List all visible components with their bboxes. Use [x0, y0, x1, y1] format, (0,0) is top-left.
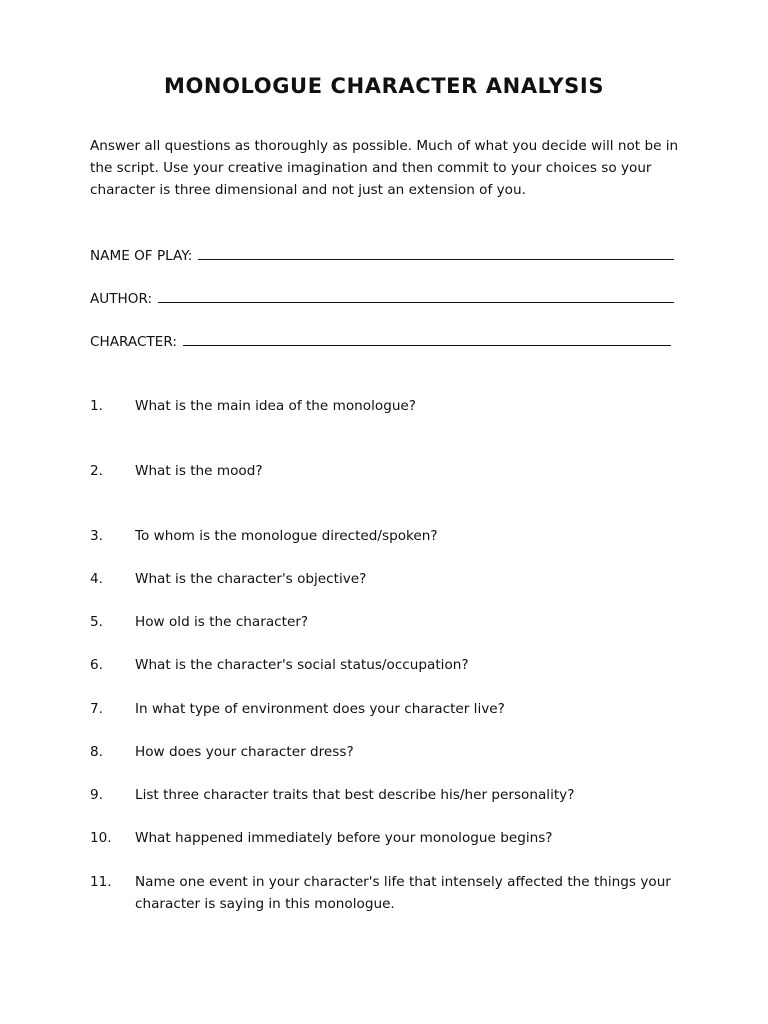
question-text: What is the main idea of the monologue?	[135, 398, 417, 414]
character-blank-line[interactable]	[183, 330, 671, 346]
question-text: What is the mood?	[135, 463, 263, 479]
character-label: CHARACTER:	[90, 334, 177, 350]
instructions-paragraph: Answer all questions as thoroughly as possible. Much of what you decide will not be in the script. Use your creative imagination and then commit to your choices so your character is three dimensional and not just an extension of you.	[90, 138, 679, 198]
question-number: 6.	[90, 657, 103, 673]
question-number: 7.	[90, 701, 103, 717]
page-title: MONOLOGUE CHARACTER ANALYSIS	[163, 74, 605, 98]
question-number: 2.	[90, 463, 103, 479]
author-field	[90, 287, 674, 309]
question-number: 8.	[90, 744, 103, 760]
question-text: Name one event in your character's life that intensely affected the things your character is saying in this monologue.	[135, 874, 671, 912]
name-of-play-blank-line[interactable]	[198, 244, 674, 260]
name-of-play-field	[90, 244, 674, 266]
question-number: 10.	[90, 830, 112, 846]
question-number: 9.	[90, 787, 103, 803]
question-number: 4.	[90, 571, 103, 587]
question-number: 11.	[90, 874, 112, 890]
question-number: 5.	[90, 614, 103, 630]
author-label: AUTHOR:	[90, 291, 153, 307]
name-of-play-label: NAME OF PLAY:	[90, 248, 193, 264]
question-text: List three character traits that best describe his/her personality?	[135, 787, 575, 803]
question-text: What happened immediately before your monologue begins?	[135, 830, 553, 846]
question-text: How old is the character?	[135, 614, 309, 630]
question-text: To whom is the monologue directed/spoken?	[135, 528, 438, 544]
question-text: How does your character dress?	[135, 744, 354, 760]
question-text: What is the character's objective?	[135, 571, 367, 587]
question-number: 1.	[90, 398, 103, 414]
question-text: In what type of environment does your character live?	[135, 701, 505, 717]
question-number: 3.	[90, 528, 103, 544]
question-text: What is the character's social status/occupation?	[135, 657, 469, 673]
author-blank-line[interactable]	[158, 287, 674, 303]
character-field	[90, 330, 671, 352]
